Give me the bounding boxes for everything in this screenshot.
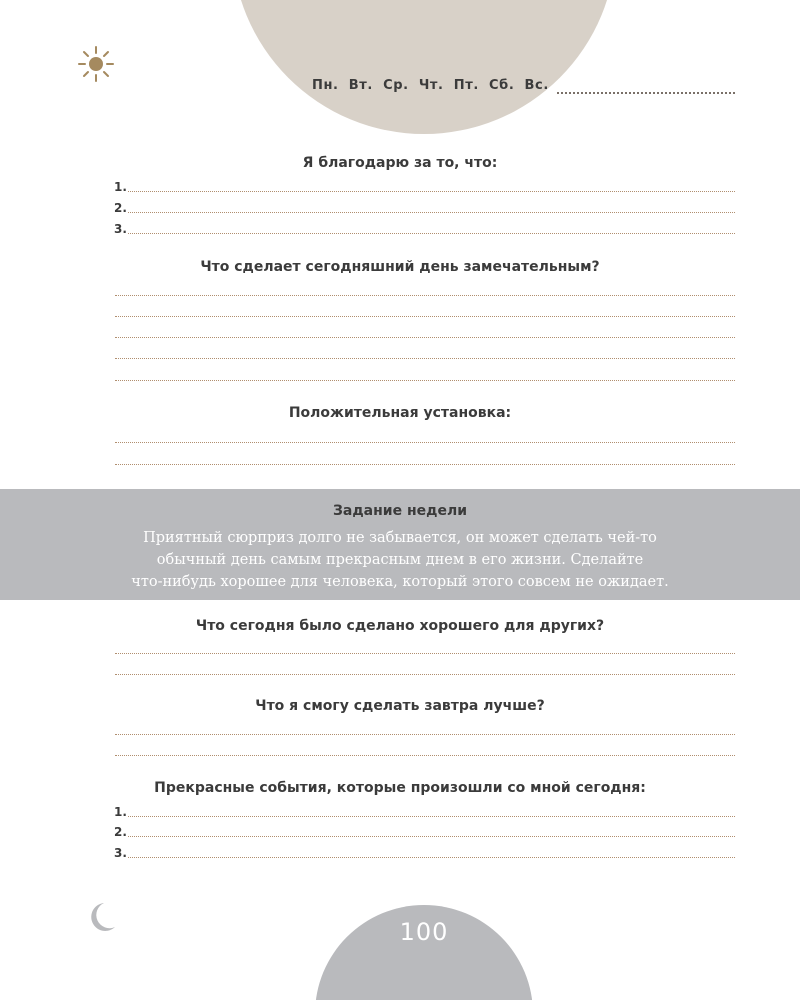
weekday-mon[interactable]: Пн. [312,78,339,93]
weekly-task-line-3: что-нибудь хорошее для человека, который этого совсем не ожидает. [131,574,669,590]
gratitude-line-1[interactable] [114,176,735,192]
weekday-tue[interactable]: Вт. [348,78,373,93]
events-number-3: 3. [114,846,127,860]
good-for-others-heading: Что сегодня было сделано хорошего для других? [195,618,605,634]
affirmation-line-2[interactable] [115,464,735,465]
date-field[interactable] [557,92,735,94]
page-number: 100 [399,918,449,946]
affirmation-heading: Положительная установка: [288,405,512,421]
weekly-task-line-1: Приятный сюрприз долго не забывается, он может сделать чей-то [143,530,657,546]
gratitude-heading: Я благодарю за то, что: [302,155,498,171]
weekly-task-banner [0,489,800,600]
affirmation-line-1[interactable] [115,442,735,443]
wonderful-day-heading: Что сделает сегодняшний день замечательным? [200,259,600,275]
events-number-1: 1. [114,805,127,819]
weekday-sun[interactable]: Вс. [524,78,549,93]
weekly-task-title: Задание недели [332,503,468,519]
events-number-2: 2. [114,825,127,839]
weekday-fri[interactable]: Пт. [453,78,479,93]
top-decorative-circle [232,0,616,134]
sun-icon [76,44,116,84]
weekday-wed[interactable]: Ср. [383,78,409,93]
wonderful-day-line-1[interactable] [115,295,735,296]
gratitude-line-2[interactable] [114,197,735,213]
wonderful-day-line-3[interactable] [115,337,735,338]
moon-icon [84,900,118,934]
gratitude-number-1: 1. [114,180,127,194]
weekday-sat[interactable]: Сб. [489,78,515,93]
events-line-2[interactable] [114,821,735,837]
gratitude-number-2: 2. [114,201,127,215]
good-for-others-line-1[interactable] [115,653,735,654]
good-for-others-line-2[interactable] [115,674,735,675]
wonderful-day-line-5[interactable] [115,380,735,381]
wonderful-day-line-2[interactable] [115,316,735,317]
better-tomorrow-line-2[interactable] [115,755,735,756]
events-line-3[interactable] [114,842,735,858]
weekly-task-line-2: обычный день самым прекрасным днем в его жизни. Сделайте [156,552,644,568]
gratitude-line-3[interactable] [114,218,735,234]
better-tomorrow-heading: Что я смогу сделать завтра лучше? [255,698,545,714]
weekday-selector [312,78,554,93]
better-tomorrow-line-1[interactable] [115,734,735,735]
events-heading: Прекрасные события, которые произошли со мной сегодня: [154,780,646,796]
weekly-task-text [70,527,730,593]
wonderful-day-line-4[interactable] [115,358,735,359]
weekday-thu[interactable]: Чт. [418,78,444,93]
events-line-1[interactable] [114,801,735,817]
gratitude-number-3: 3. [114,222,127,236]
